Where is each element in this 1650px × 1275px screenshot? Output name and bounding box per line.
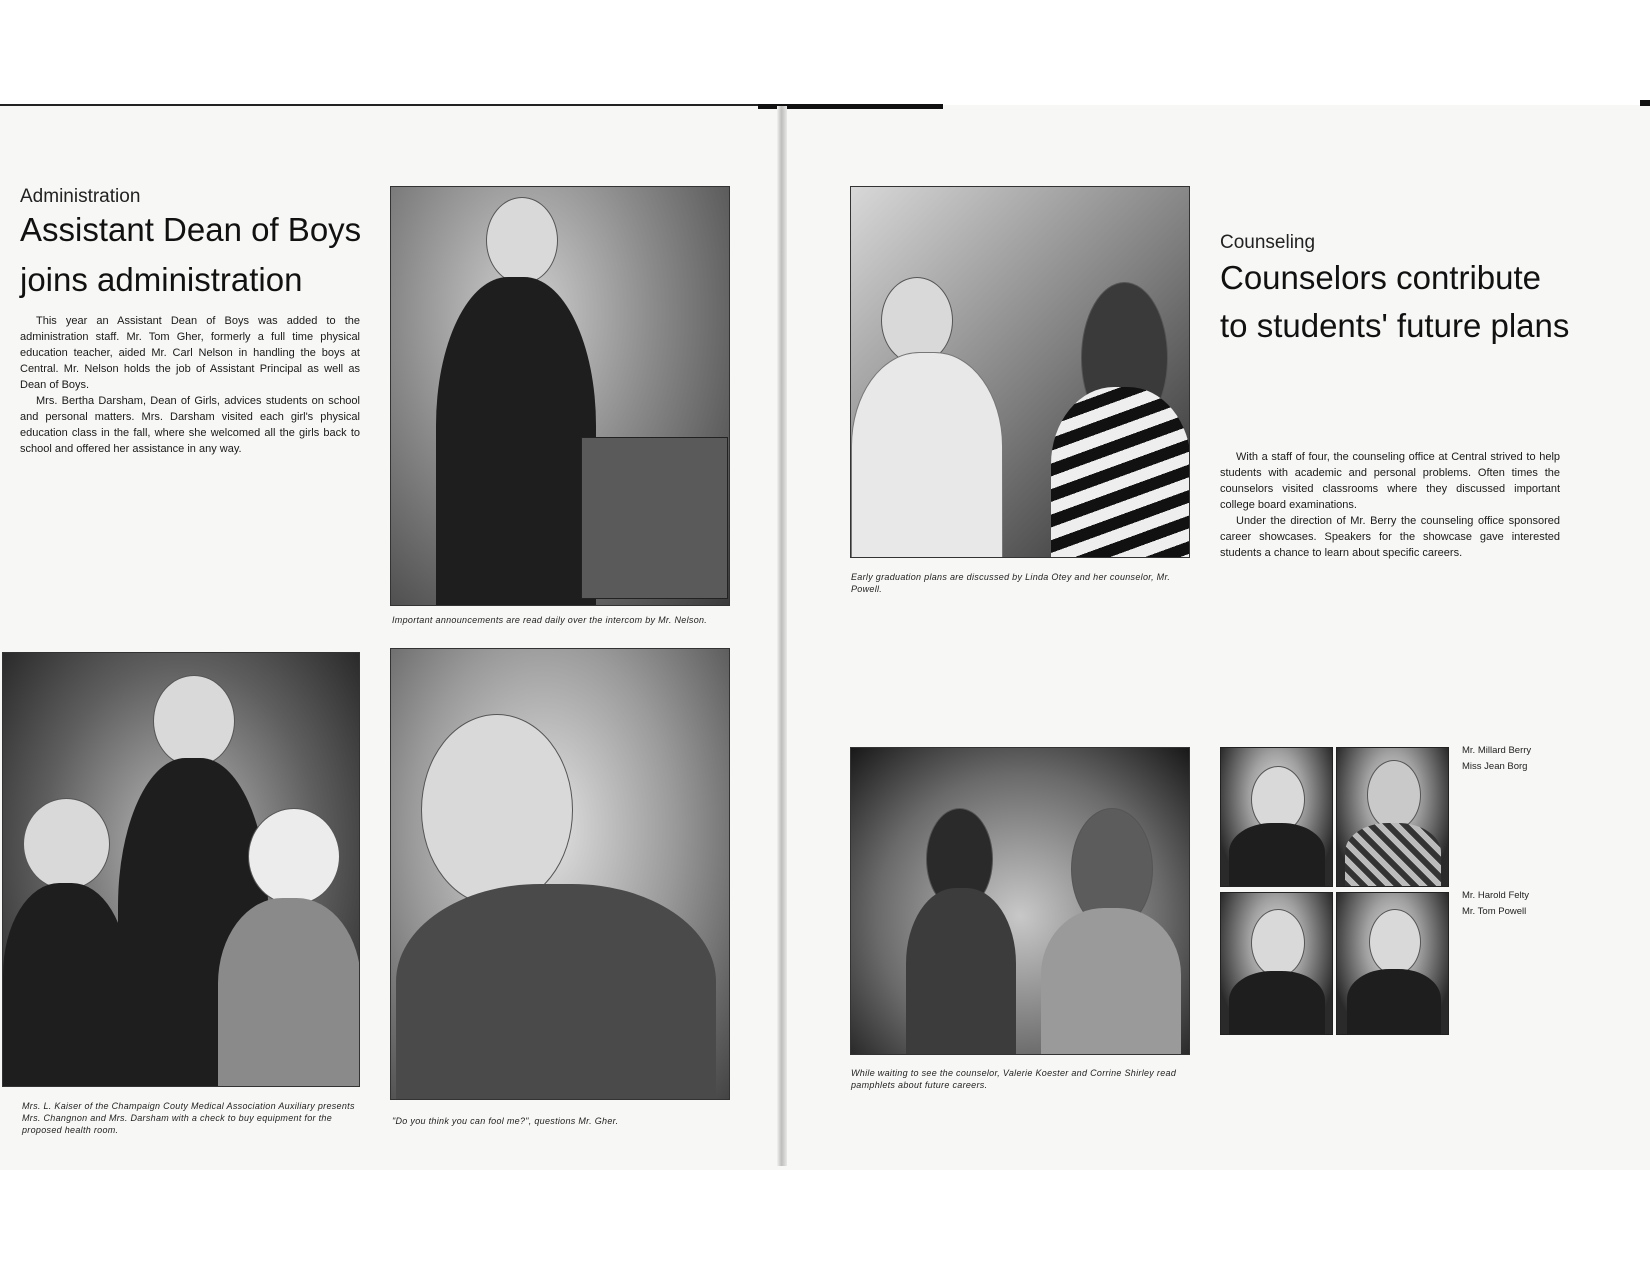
caption-otey: Early graduation plans are discussed by Linda Otey and her counselor, Mr. Powell. [851,572,1171,594]
photo-figure [436,277,596,606]
photo-figure [218,898,360,1087]
headline-line: to students' future plans [1220,307,1570,344]
photo-check-presentation [2,652,360,1087]
paragraph: With a staff of four, the counseling office at Central strived to help students with academic and personal problems. Often times the counselors visited classrooms where they discussed important college board examinations. [1220,451,1560,511]
names-bottom-row [1462,888,1529,920]
headline-line: Assistant Dean of Boys [20,211,362,248]
portrait-counselor [1336,892,1449,1035]
photo-figure [851,352,1003,558]
page-gutter [777,106,787,1166]
portrait-head [1367,760,1421,830]
portrait-head [1251,909,1305,977]
caption-waiting: While waiting to see the counselor, Valerie Koester and Corrine Shirley read pamphlets about future careers. [851,1068,1177,1090]
photo-intercom-announcement [390,186,730,606]
photo-figure [1051,387,1190,558]
counselor-name: Miss Jean Borg [1462,761,1528,772]
counselor-name: Mr. Tom Powell [1462,906,1527,917]
caption-intercom: Important announcements are read daily over the intercom by Mr. Nelson. [392,615,708,625]
paragraph: This year an Assistant Dean of Boys was added to the administration staff. Mr. Tom Gher, formerly a full time physical education teacher, aided Mr. Carl Nelson in handling the boys at Central. Mr. Nelson holds the job of Assistant Principal as well as Dean of Boys. [20,315,360,391]
photo-students-waiting [850,747,1190,1055]
headline-administration [20,205,380,305]
photo-counselor-meeting [850,186,1190,558]
photo-figure [23,798,110,890]
headline-line: Counselors contribute [1220,259,1542,296]
photo-figure [906,888,1016,1055]
article-body-administration [20,313,360,457]
headline-line: joins administration [20,261,303,298]
portrait-body [1229,971,1325,1035]
portrait-body [1347,969,1441,1035]
portrait-counselor [1220,747,1333,887]
counselor-name: Mr. Millard Berry [1462,745,1532,756]
section-label-administration: Administration [20,186,141,207]
photo-figure [486,197,558,284]
caption-check-presentation: Mrs. L. Kaiser of the Champaign Couty Medical Association Auxiliary presents Mrs. Changnon and Mrs. Darsham with a check to buy equipment for the proposed health room. [22,1101,355,1135]
page-edge-line [1640,100,1650,106]
names-top-row [1462,743,1531,775]
portrait-body [1345,823,1441,887]
portrait-counselor [1336,747,1449,887]
photo-equipment [581,437,728,599]
photo-figure [396,884,716,1100]
portrait-head [1369,909,1421,975]
counselor-name: Mr. Harold Felty [1462,890,1530,901]
photo-figure [153,675,235,767]
photo-figure [248,808,340,905]
photo-mr-gher [390,648,730,1100]
photo-figure [421,714,573,906]
photo-figure [1041,908,1181,1055]
paragraph: Under the direction of Mr. Berry the counseling office sponsored career showcases. Speakers for the showcase gave interested students a chance to learn about specific careers. [1220,515,1560,559]
portrait-counselor [1220,892,1333,1035]
section-label-counseling: Counseling [1220,232,1316,253]
article-body-counseling [1220,449,1560,561]
photo-figure [881,277,953,364]
photo-figure [3,883,128,1087]
headline-counseling [1220,254,1630,350]
portrait-body [1229,823,1325,887]
caption-gher: "Do you think you can fool me?", questions Mr. Gher. [392,1116,619,1126]
paragraph: Mrs. Bertha Darsham, Dean of Girls, advices students on school and personal matters. Mrs. Darsham visited each girl's physical education class in the fall, where she welcomed all the girls back to school and offered her assistance in any way. [20,395,360,455]
page-edge-line [0,104,790,106]
